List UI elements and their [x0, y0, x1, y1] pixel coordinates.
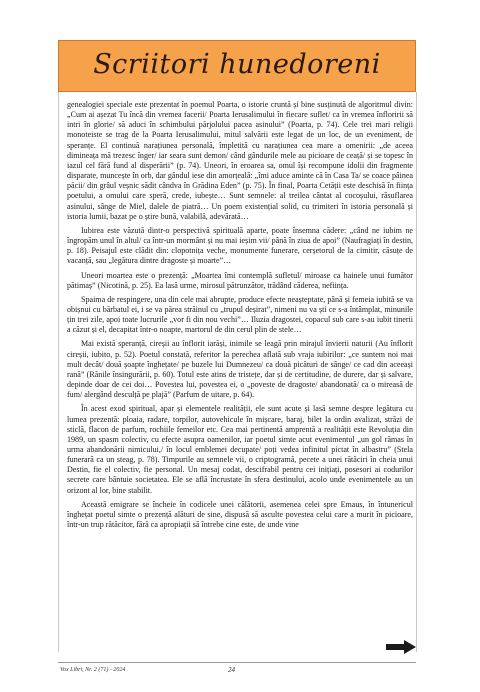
- footer-divider: [58, 662, 416, 663]
- paragraph: Iubirea este văzută dintr-o perspectivă spirituală aparte, poate însemna cădere: „când ne iubim ne îngropăm unul în altul/ ca într-un mormânt și nu mai ieșim vii/ până în ziua de apoi” (Naufragiați în destin, p. 18). Peisajul este clădit din: clopotnița veche, monumente funerare, cerșetorul de la cimitir, căsuțe de vacanță, sau „legătura dintre dragoste și moarte”…: [67, 225, 413, 266]
- paragraph: Uneori moartea este o prezență: „Moartea îmi contemplă sufletul/ miroase ca hainele unui fumător pătimaș” (Nicotină, p. 25). Ea lasă urme, mirosul pătrunzător, trădând căderea, neființa.: [67, 270, 413, 290]
- article-body: [67, 100, 413, 660]
- section-title: Scriitori hunedoreni: [93, 49, 381, 80]
- header-banner: [58, 40, 416, 92]
- right-arrow-icon[interactable]: [386, 640, 416, 654]
- paragraph: genealogiei speciale este prezentat în poemul Poarta, o istorie cruntă și bine susținută de algoritmul divin: „Cum ai așezat Tu încă din vremea facerii/ Poarta Ierusalimului în fiecare suflet/ ca în vremea înfloririi să intri în glorie/ să aduci în schimbului părjolului pacea asinului” (Poarta, p. 74). Cele trei mari religii monoteiste se trag de la Poarta Ierusalimului, mitul salvării este legat de un loc, de un eveniment, de speranțe. El continuă narațiunea personală, împletită cu narațiunea cea mare a omenirii: „de aceea dimineața mă trezesc înger/ iar seara sunt demon/ când gândurile mele au picioare de ceață/ și se topesc în iazul cel fără fund al disperării” (p. 74). Uneori, în eroarea sa, omul își recompune idolii din fragmente disparate, muncește în orb, dar gândul iese din amorțeală: „îmi aduce aminte că în Casa Ta/ se coace pâinea păcii/ din grâul veșnic sădit cândva în Grădina Eden” (p. 75). În final, Poarta Cetății este deschisă în ființa poetului, a omului care speră, crede, iubește… Sunt semnele: al treilea cântat al cocoșului, răsuflarea asinului, sânge de Miel, dalele de piatră… Un poem existențial solid, cu trimiteri în istoria personală și istoria lumii, bazat pe o știre bună, valabilă, adevărată…: [67, 100, 413, 221]
- paragraph: În acest exod spiritual, apar și elementele realității, ele sunt acute și lasă semne despre legătura cu lumea prezentă: ploaia, radare, torpilor, autovehicule în mișcare, baraj, bilet la ordin avalizat, străzi de sticlă, flacon de parfum, rochiile femeilor etc. Cea mai pertinentă amprentă a realității este Revoluția din 1989, un spasm colectiv, cu efecte asupra oamenilor, iar poetul simte acut evenimentul „un gol rămas în urma abandonării nimicului,/ în locul emblemei decupate/ poți vedea infinitul pictat în albastru” (Stela funerară ca un steag, p. 78). Timpurile au semnele vii, o criptogramă, pecete a unei rătăciri în cheia unui Destin, fie el colectiv, fie personal. Un mesaj codat, descifrabil pentru cei inițiați, posesori ai codurilor secrete care bântuie societatea. Ele se află încrustate în sfera destinului, acolo unde evenimentele au un orizont al lor, bine stabilit.: [67, 404, 413, 495]
- journal-issue: Vox Libri, Nr. 2 (71) - 2024: [60, 667, 126, 673]
- paragraph: Mai există speranță, cireșii au înflorit iarăși, inimile se leagă prin mirajul învierii naturii (Au înflorit cireșii, iubito, p. 52). Poetul constată, referitor la perechea aflată sub vraja iubirilor: „ce suntem noi mai mult decât/ două șoapte înghețate/ pe buzele lui Dumnezeu/ ca două picături de sânge/ ce cad din aceeași rană” (Rănile însingurării, p. 60). Totul este atins de tristețe, dar și de certitudine, de durere, dar și salvare, depinde doar de cei doi… Povestea lui, povestea ei, o „poveste de dragoste/ abandonată/ ca o mireasă de fum/ alergând desculță pe plajă” (Parfum de uitare, p. 64).: [67, 339, 413, 400]
- right-frame-line: [416, 92, 417, 652]
- left-frame-line: [58, 92, 59, 652]
- paragraph: Spaima de respingere, una din cele mai abrupte, produce efecte neașteptate, până și femeia iubită se va obișnui cu bărbatul ei, i se va părea străinul cu „trupul deșirat”, nimeni nu va ști ce s-a întâmplat, minunile țin trei zile, apoi toate lucrurile „vor fi din nou vechi”… Iluzia dragostei, copacul sub care s-au iubit tinerii a căzut și el, decapitat într-o noapte, martorul de din cerul plin de stele…: [67, 294, 413, 335]
- page-number: 24: [228, 666, 235, 674]
- paragraph: Această emigrare se încheie în codicele unei călătorii, asemenea celei spre Emaus, în întunericul înghețat poetul simte o prezență alături de sine, dispusă să asculte povestea celui care a murit în picioare, într-un trup rătăcitor, fără ca apropiații să întrebe cine este, de unde vine: [67, 499, 413, 530]
